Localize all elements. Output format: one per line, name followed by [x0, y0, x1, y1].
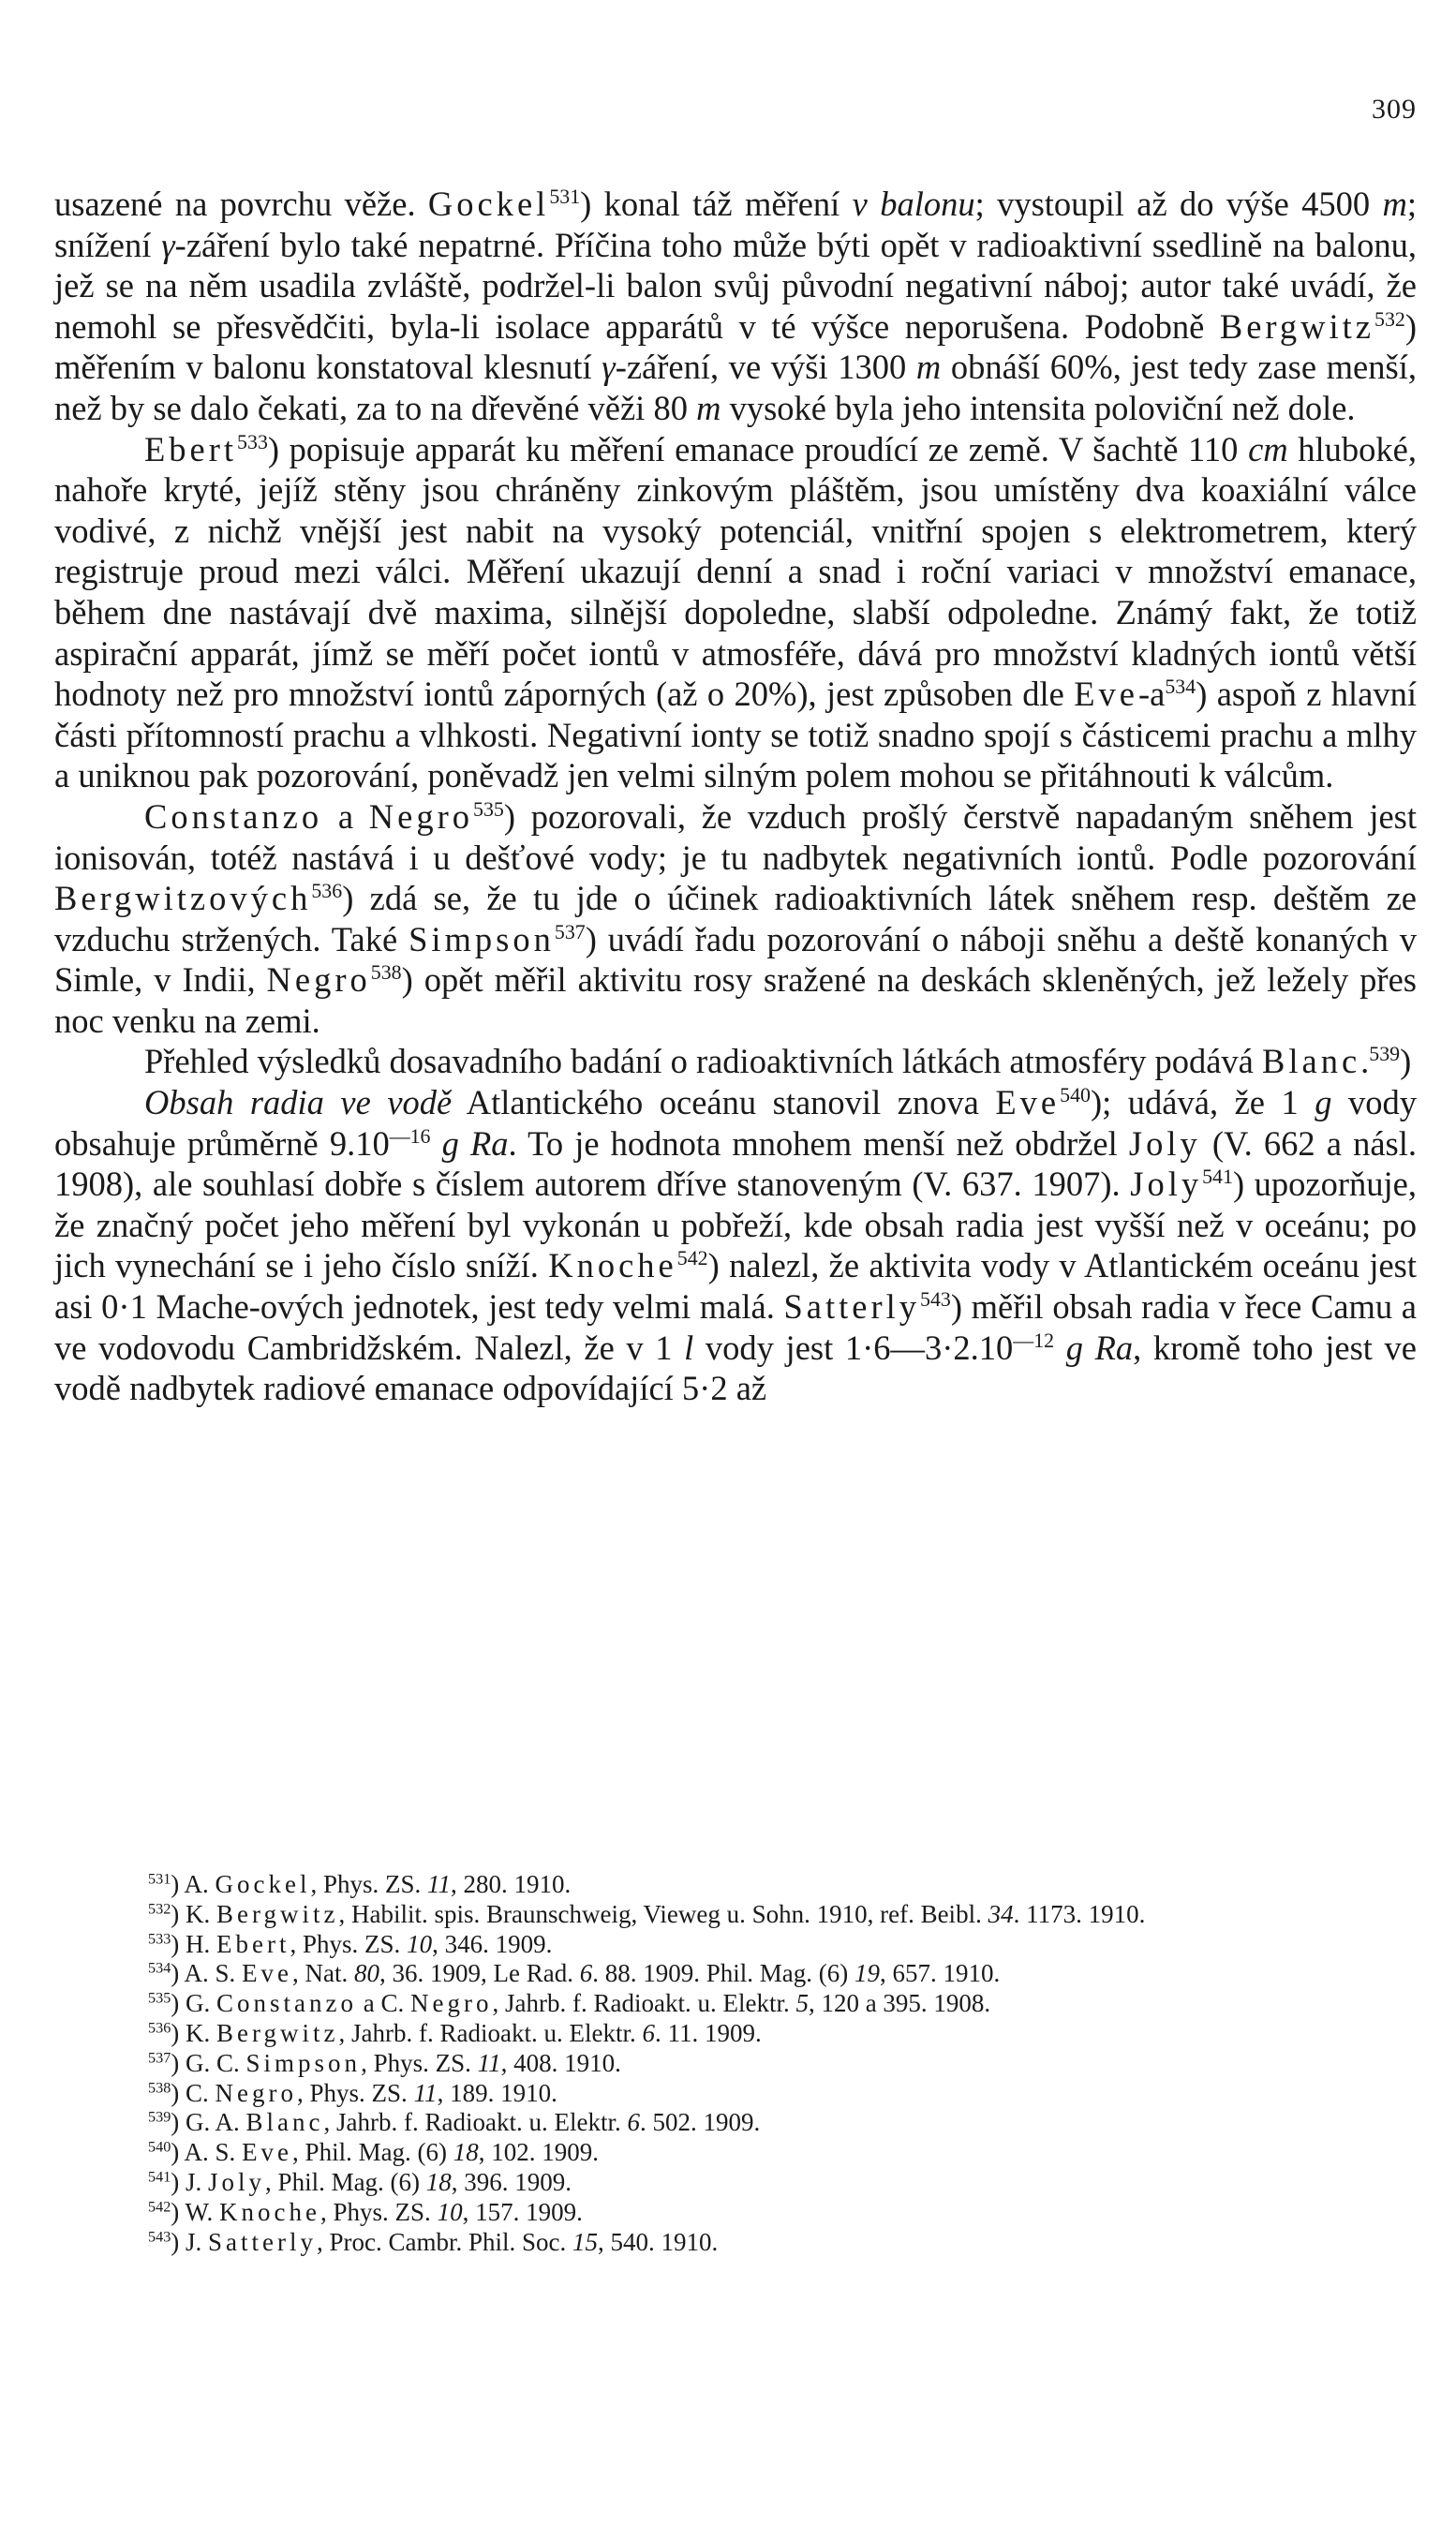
text-run: , Jahrb. f. Radioakt. u. Elektr.	[492, 1989, 796, 2018]
spaced-name: Negro	[215, 2078, 298, 2107]
reference-number: —12	[1013, 1328, 1055, 1352]
italic-text: cm	[1248, 429, 1288, 468]
footnote	[54, 1959, 1417, 1989]
text-run: ) A. S.	[171, 1959, 243, 1988]
text-run: ) G. C.	[171, 2048, 246, 2077]
spaced-name: Ebert	[216, 1929, 290, 1958]
text-run: ) popisuje apparát ku měření emanace proudící ze země. V šachtě 110	[267, 429, 1249, 468]
spaced-name: Simpson	[409, 919, 555, 958]
reference-number: 532	[148, 1900, 171, 1918]
reference-number: 543	[920, 1286, 951, 1311]
reference-number: 541	[148, 2168, 171, 2186]
footnote	[54, 2049, 1417, 2079]
footnote	[54, 1870, 1417, 1900]
italic-text: m	[915, 348, 942, 387]
text-run: . 11. 1909.	[654, 2018, 762, 2047]
text-run	[1054, 1329, 1066, 1367]
text-run: obnáší 60%, jest tedy zase menší, než by se dalo čekati, za to na dřevěné věži 80	[54, 348, 1417, 427]
text-run: ) H.	[171, 1929, 217, 1958]
paragraph	[54, 1041, 1417, 1082]
italic-text: 6	[642, 2018, 655, 2047]
text-run: ) J.	[171, 2167, 209, 2196]
text-run: , Phys. ZS.	[320, 2197, 438, 2226]
text-run: Přehled výsledků dosavadního badání o radioaktivních látkách atmosféry podává	[144, 1042, 1263, 1081]
spaced-name: Simpson	[245, 2048, 362, 2077]
text-run: ) upozorňuje, že značný počet jeho měření byl vykonán u pobřeží, kde obsah radia jest vyšší než v oceánu; po jich vynechání se i jeho číslo sníží.	[54, 1165, 1418, 1285]
spaced-name: Gockel	[427, 185, 550, 223]
footnote	[54, 2228, 1417, 2258]
text-run: . 1173. 1910.	[1013, 1899, 1146, 1928]
spaced-name: Bergwitz	[216, 2018, 339, 2047]
text-run: ) W.	[171, 2197, 220, 2226]
text-run: -záření, ve výši 1300	[615, 348, 916, 387]
text-run: , Proc. Cambr. Phil. Soc.	[317, 2227, 573, 2256]
text-run: ) J.	[171, 2227, 209, 2256]
footnote	[54, 2079, 1417, 2109]
reference-number: 538	[148, 2078, 171, 2096]
reference-number: 539	[1369, 1042, 1401, 1066]
spaced-name: Joly	[208, 2167, 266, 2196]
text-run: ; vystoupil až do výše 4500	[974, 185, 1383, 223]
body-text	[54, 184, 1417, 1409]
text-run: hluboké, nahoře kryté, jejíž stěny jsou chráněny zinkovým pláštěm, jsou umístěny dva koaxiální válce vodivé, z nichž vnější jest nabit na vysoký potenciál, vnitřní spojen s elektrometrem, který registruje proud mezi válci. Měření ukazují denní a snad i roční variaci v množství emanace, během dne nastávají dvě maxima, silnější dopoledne, slabší odpoledne. Známý fakt, že totiž aspirační apparát, jímž se měří počet iontů v atmosféře, dává pro množství kladných iontů větší hodnoty než pro množství iontů záporných (až o 20%), jest způsoben dle	[54, 429, 1417, 714]
text-run: , 189. 1910.	[437, 2078, 557, 2107]
footnote	[54, 2198, 1417, 2228]
text-run: (V. 662 a násl. 1908), ale souhlasí dobře s číslem autorem dříve stanoveným (V. 637. 1907).	[54, 1123, 1418, 1204]
spaced-name: Eve	[995, 1083, 1061, 1122]
text-run: vody obsahuje průměrně 9.10	[54, 1083, 1418, 1163]
italic-text: 11	[477, 2048, 501, 2077]
italic-text: γ	[602, 348, 616, 387]
reference-number: 541	[1202, 1165, 1233, 1189]
reference-number: 543	[148, 2227, 171, 2245]
italic-text: 6	[627, 2108, 640, 2137]
text-run: vody jest 1·6—3·2.10	[693, 1328, 1014, 1367]
reference-number: —16	[389, 1123, 431, 1148]
italic-text: g Ra	[441, 1123, 509, 1163]
text-run: Atlantického oceánu stanovil znova	[452, 1083, 996, 1122]
reference-number: 540	[148, 2138, 171, 2156]
reference-number: 542	[148, 2198, 171, 2216]
text-run: , 157. 1909.	[462, 2197, 583, 2226]
spaced-name: Eve	[242, 1959, 293, 1988]
italic-text: 11	[413, 2078, 438, 2107]
spaced-name: Negro	[410, 1989, 493, 2018]
text-run: ) G.	[171, 1989, 217, 2018]
italic-text: g	[1315, 1083, 1332, 1122]
text-run: , 102. 1909.	[478, 2138, 600, 2167]
reference-number: 535	[473, 796, 504, 821]
text-run: ) K.	[171, 2018, 217, 2047]
paragraph	[54, 184, 1417, 429]
footnote	[54, 1989, 1417, 2019]
italic-text: 18	[425, 2167, 452, 2196]
page-number: 309	[1372, 94, 1417, 125]
text-run: , kromě toho jest ve vodě nadbytek radiové emanace odpovídající 5·2 až	[54, 1328, 1418, 1408]
reference-number: 533	[148, 1929, 171, 1947]
italic-text: 5	[795, 1989, 809, 2018]
text-run: . 502. 1909.	[639, 2108, 761, 2137]
reference-number: 531	[549, 184, 581, 208]
spaced-name: Gockel	[215, 1870, 311, 1898]
text-run: -záření bylo také nepatrné. Příčina toho může býti opět v radioaktivní ssedlině na balonu, jež se na něm usadila zvláště, podržel-li balon svůj původní negativní náboj; autor také uvádí, že nemohl se přesvědčiti, byla-li isolace apparátů v té výšce neporušena. Podobně	[54, 225, 1418, 346]
text-run: ) K.	[171, 1899, 217, 1928]
spaced-name: Bergwitzových	[54, 879, 312, 918]
reference-number: 534	[1165, 675, 1196, 698]
text-run: , Nat.	[292, 1959, 355, 1988]
spaced-name: Constanzo	[216, 1989, 358, 2018]
italic-text: 34	[988, 1899, 1014, 1928]
italic-text: 6	[579, 1959, 593, 1988]
reference-number: 542	[676, 1246, 708, 1270]
text-run: ) A. S.	[171, 2138, 243, 2167]
text-run: ) nalezl, že aktivita vody v Atlantickém oceánu jest asi 0·1 Mache-ových jednotek, jest tedy velmi malá.	[54, 1246, 1418, 1327]
spaced-name: Constanzo	[144, 796, 323, 836]
text-run: ) konal táž měření	[580, 185, 853, 223]
text-run	[430, 1124, 441, 1163]
spaced-name: Joly	[1128, 1123, 1201, 1163]
spaced-name: Knoche	[548, 1246, 677, 1285]
italic-text: 10	[407, 1929, 433, 1958]
spaced-name: Ebert	[144, 429, 238, 468]
text-run: ) zdá se, že tu jde o účinek radioaktivních látek sněhem resp. deštěm ze vzduchu stržených. Také	[54, 879, 1417, 958]
spaced-name: Satterly	[783, 1287, 921, 1327]
text-run: , Habilit. spis. Braunschweig, Vieweg u. Sohn. 1910, ref. Beibl.	[338, 1899, 988, 1928]
text-run: ) uvádí řadu pozorování o náboji sněhu a deště konaných v Simle, v Indii,	[54, 919, 1417, 1000]
text-run: ) C.	[171, 2078, 215, 2107]
reference-number: 540	[1060, 1082, 1091, 1106]
text-run: , Phil. Mag. (6)	[292, 2138, 453, 2167]
text-run: , Jahrb. f. Radioakt. u. Elektr.	[338, 2018, 643, 2047]
text-run: -a	[1137, 675, 1166, 714]
text-run: . To je hodnota mnohem menší než obdržel	[508, 1123, 1129, 1163]
text-run: a C.	[357, 1989, 411, 2018]
text-run: ) měřením v balonu konstatoval klesnutí	[54, 306, 1417, 387]
italic-text: g Ra	[1065, 1328, 1134, 1367]
italic-text: l	[684, 1328, 694, 1367]
reference-number: 539	[148, 2108, 171, 2126]
text-run: ; snížení	[54, 185, 1417, 264]
paragraph	[54, 429, 1417, 796]
reference-number: 533	[237, 429, 268, 453]
spaced-name: Satterly	[208, 2227, 318, 2256]
text-run: , Phys. ZS.	[297, 2078, 414, 2107]
reference-number: 534	[148, 1959, 171, 1977]
spaced-name: Eve	[1074, 675, 1138, 714]
italic-text: v balonu	[852, 185, 975, 223]
text-run: , 657. 1910.	[880, 1959, 1001, 1988]
spaced-name: Negro	[266, 960, 371, 1000]
text-run: ) G. A.	[171, 2108, 246, 2137]
reference-number: 532	[1374, 306, 1405, 331]
footnote	[54, 1900, 1417, 1930]
italic-text: 80	[354, 1959, 380, 1988]
text-run: , Phys. ZS.	[290, 1929, 408, 1958]
footnote	[54, 2168, 1417, 2198]
italic-text: 19	[854, 1959, 881, 1988]
text-run: ) aspoň z hlavní části přítomností prachu a vlhkosti. Negativní ionty se totiž snadno spojí s částicemi prachu a mlhy a uniknou pak pozorování, poněvadž jen velmi silným polem mohou se přitáhnouti k válcům.	[54, 675, 1418, 795]
footnotes	[54, 1870, 1417, 2257]
footnote	[54, 2138, 1417, 2168]
italic-text: 15	[572, 2227, 599, 2256]
reference-number: 537	[554, 919, 586, 943]
paragraph	[54, 1082, 1417, 1409]
italic-text: Obsah radia ve vodě	[144, 1083, 453, 1122]
text-run: ) měřil obsah radia v řece Camu a ve vodovodu Cambridžském. Nalezl, že v 1	[54, 1287, 1417, 1367]
spaced-name: Blanc	[1262, 1042, 1361, 1081]
text-run: usazené na povrchu věže.	[54, 185, 428, 223]
text-run: , Phys. ZS.	[361, 2048, 478, 2077]
spaced-name: Negro	[368, 796, 474, 836]
paragraph	[54, 796, 1417, 1042]
text-run: a	[322, 796, 369, 836]
italic-text: γ	[161, 225, 175, 264]
spaced-name: Blanc	[245, 2108, 324, 2137]
text-run: , 408. 1910.	[500, 2048, 621, 2077]
reference-number: 536	[311, 878, 343, 902]
footnote	[54, 2108, 1417, 2138]
text-run: , 120 a 395. 1908.	[808, 1989, 991, 2018]
text-run: . 88. 1909. Phil. Mag. (6)	[592, 1959, 855, 1988]
reference-number: 536	[148, 2019, 171, 2037]
reference-number: 537	[148, 2049, 171, 2067]
text-run: , 280. 1910.	[451, 1870, 572, 1898]
spaced-name: Joly	[1130, 1165, 1203, 1204]
reference-number: 538	[370, 960, 402, 985]
text-run: )	[1400, 1042, 1412, 1081]
italic-text: 18	[453, 2138, 479, 2167]
text-run: vysoké byla jeho intensita poloviční než dole.	[721, 388, 1356, 427]
spaced-name: Eve	[242, 2138, 293, 2167]
text-run: , 540. 1910.	[598, 2227, 719, 2256]
text-run: , 36. 1909, Le Rad.	[379, 1959, 580, 1988]
spaced-name: Bergwitz	[1219, 306, 1374, 346]
text-run: ) opět měřil aktivitu rosy sražené na deskách skleněných, jež ležely přes noc venku na zemi.	[54, 960, 1417, 1040]
text-run: , 346. 1909.	[432, 1929, 553, 1958]
text-run: , Phys. ZS.	[310, 1870, 428, 1898]
text-run: .	[1360, 1042, 1370, 1081]
text-run: ) pozorovali, že vzduch prošlý čerstvě napadaným sněhem jest ionisován, totéž nastává i u dešťové vody; je tu nadbytek negativních iontů. Podle pozorování	[54, 796, 1418, 877]
spaced-name: Bergwitz	[216, 1899, 339, 1928]
italic-text: 10	[437, 2197, 463, 2226]
text-run: , Phil. Mag. (6)	[265, 2167, 426, 2196]
reference-number: 531	[148, 1870, 171, 1888]
text-run: , Jahrb. f. Radioakt. u. Elektr.	[323, 2108, 628, 2137]
text-run: ); udává, že 1	[1090, 1083, 1315, 1122]
text-run: , 396. 1909.	[451, 2167, 572, 2196]
footnote	[54, 2019, 1417, 2049]
spaced-name: Knoche	[219, 2197, 321, 2226]
italic-text: m	[1382, 185, 1407, 223]
reference-number: 535	[148, 1989, 171, 2007]
italic-text: 11	[427, 1870, 452, 1898]
italic-text: m	[696, 388, 721, 427]
text-run: ) A.	[171, 1870, 215, 1898]
footnote	[54, 1930, 1417, 1960]
